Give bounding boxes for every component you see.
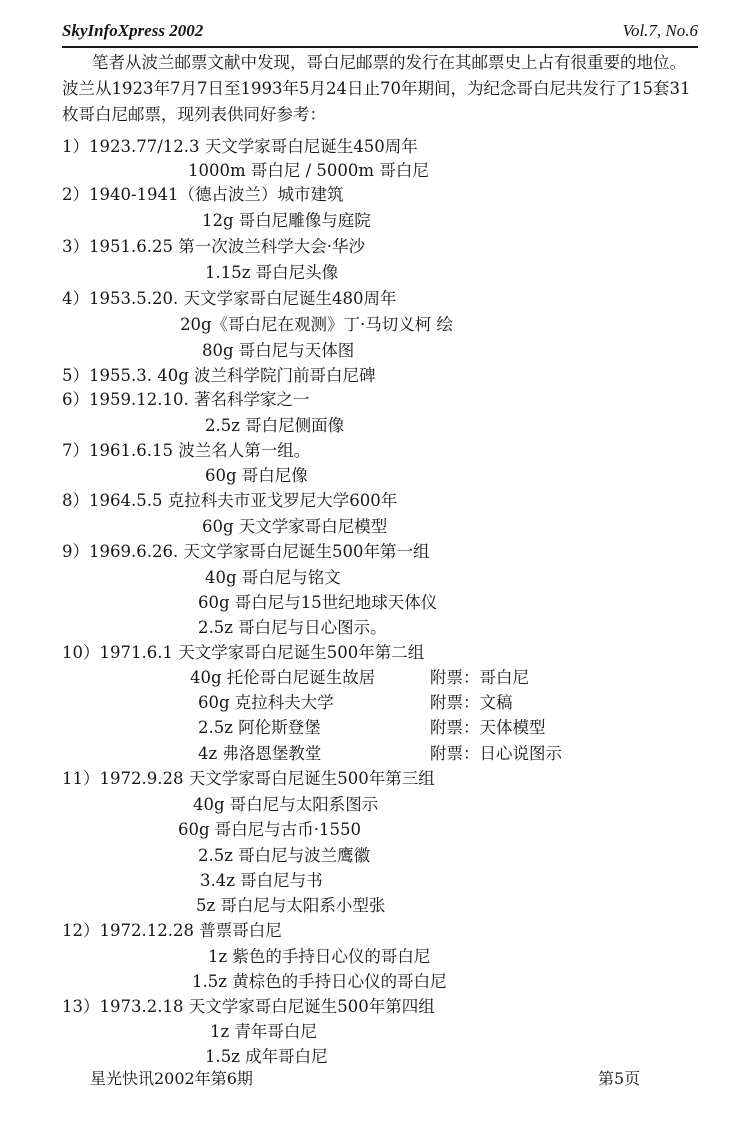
intro-text: 笔者从波兰邮票文献中发现，哥白尼邮票的发行在其邮票史上占有很重要的地位。波兰从1923年7月7日至1993年5月24日止70年期间，为纪念哥白尼共发行了15套31枚哥白尼邮票，现列表供同好参考： bbox=[62, 53, 691, 124]
entry-2-title: 2）1940-1941（德占波兰）城市建筑 bbox=[62, 185, 344, 204]
entry-4-item: 80g 哥白尼与天体图 bbox=[202, 341, 355, 360]
entry-11-item: 3.4z 哥白尼与书 bbox=[200, 871, 323, 890]
entry-4-item: 20g《哥白尼在观测》丁·马切义柯 绘 bbox=[180, 315, 454, 334]
entry-13-item: 1z 青年哥白尼 bbox=[210, 1022, 317, 1041]
running-header bbox=[62, 20, 698, 48]
entry-10-item: 40g 托伦哥白尼诞生故居 bbox=[190, 668, 376, 687]
entry-2-item: 12g 哥白尼雕像与庭院 bbox=[202, 211, 371, 230]
entry-8-item: 60g 天文学家哥白尼模型 bbox=[202, 517, 388, 536]
entry-7-item: 60g 哥白尼像 bbox=[205, 466, 308, 485]
entry-11-item: 40g 哥白尼与太阳系图示 bbox=[193, 795, 379, 814]
entry-9-title: 9）1969.6.26. 天文学家哥白尼诞生500年第一组 bbox=[62, 542, 430, 561]
entry-10-attachment: 附票：天体模型 bbox=[430, 718, 546, 737]
entry-13-item: 1.5z 成年哥白尼 bbox=[205, 1047, 328, 1066]
entry-9-item: 40g 哥白尼与铭文 bbox=[205, 568, 341, 587]
footer-issue: 星光快讯2002年第6期 bbox=[90, 1069, 253, 1088]
entry-5-title: 5）1955.3. 40g 波兰科学院门前哥白尼碑 bbox=[62, 366, 376, 385]
entry-10-item: 60g 克拉科夫大学 bbox=[198, 693, 334, 712]
entry-6-item: 2.5z 哥白尼侧面像 bbox=[205, 416, 345, 435]
entry-11-item: 60g 哥白尼与古币·1550 bbox=[178, 820, 362, 839]
entry-1-item: 1000m 哥白尼 / 5000m 哥白尼 bbox=[188, 161, 429, 180]
entry-3-item: 1.15z 哥白尼头像 bbox=[205, 263, 339, 282]
entry-9-item: 2.5z 哥白尼与日心图示。 bbox=[198, 618, 387, 637]
entry-8-title: 8）1964.5.5 克拉科夫市亚戈罗尼大学600年 bbox=[62, 491, 398, 510]
volume-issue: Vol.7, No.6 bbox=[622, 21, 698, 40]
entry-12-item: 1.5z 黄棕色的手持日心仪的哥白尼 bbox=[192, 972, 447, 991]
entry-3-title: 3）1951.6.25 第一次波兰科学大会·华沙 bbox=[62, 237, 365, 256]
entry-4-title: 4）1953.5.20. 天文学家哥白尼诞生480周年 bbox=[62, 289, 397, 308]
entry-10-attachment: 附票：文稿 bbox=[430, 693, 513, 712]
intro-paragraph bbox=[62, 50, 702, 128]
entry-10-item: 2.5z 阿伦斯登堡 bbox=[198, 718, 321, 737]
entry-13-title: 13）1973.2.18 天文学家哥白尼诞生500年第四组 bbox=[62, 997, 435, 1016]
entry-7-title: 7）1961.6.15 波兰名人第一组。 bbox=[62, 441, 311, 460]
entry-11-title: 11）1972.9.28 天文学家哥白尼诞生500年第三组 bbox=[62, 769, 435, 788]
entry-12-item: 1z 紫色的手持日心仪的哥白尼 bbox=[208, 947, 431, 966]
entry-10-item: 4z 弗洛恩堡教堂 bbox=[198, 744, 322, 763]
entry-10-attachment: 附票：哥白尼 bbox=[430, 668, 529, 687]
entry-6-title: 6）1959.12.10. 著名科学家之一 bbox=[62, 390, 310, 409]
entry-10-attachment: 附票：日心说图示 bbox=[430, 744, 562, 763]
page-number: 第5页 bbox=[598, 1069, 641, 1088]
entry-10-title: 10）1971.6.1 天文学家哥白尼诞生500年第二组 bbox=[62, 643, 425, 662]
entry-1-title: 1）1923.77/12.3 天文学家哥白尼诞生450周年 bbox=[62, 137, 418, 156]
journal-name: SkyInfoXpress 2002 bbox=[62, 21, 204, 40]
entry-12-title: 12）1972.12.28 普票哥白尼 bbox=[62, 921, 282, 940]
entry-11-item: 5z 哥白尼与太阳系小型张 bbox=[196, 896, 386, 915]
entry-9-item: 60g 哥白尼与15世纪地球天体仪 bbox=[198, 593, 438, 612]
entry-11-item: 2.5z 哥白尼与波兰鹰徽 bbox=[198, 846, 371, 865]
